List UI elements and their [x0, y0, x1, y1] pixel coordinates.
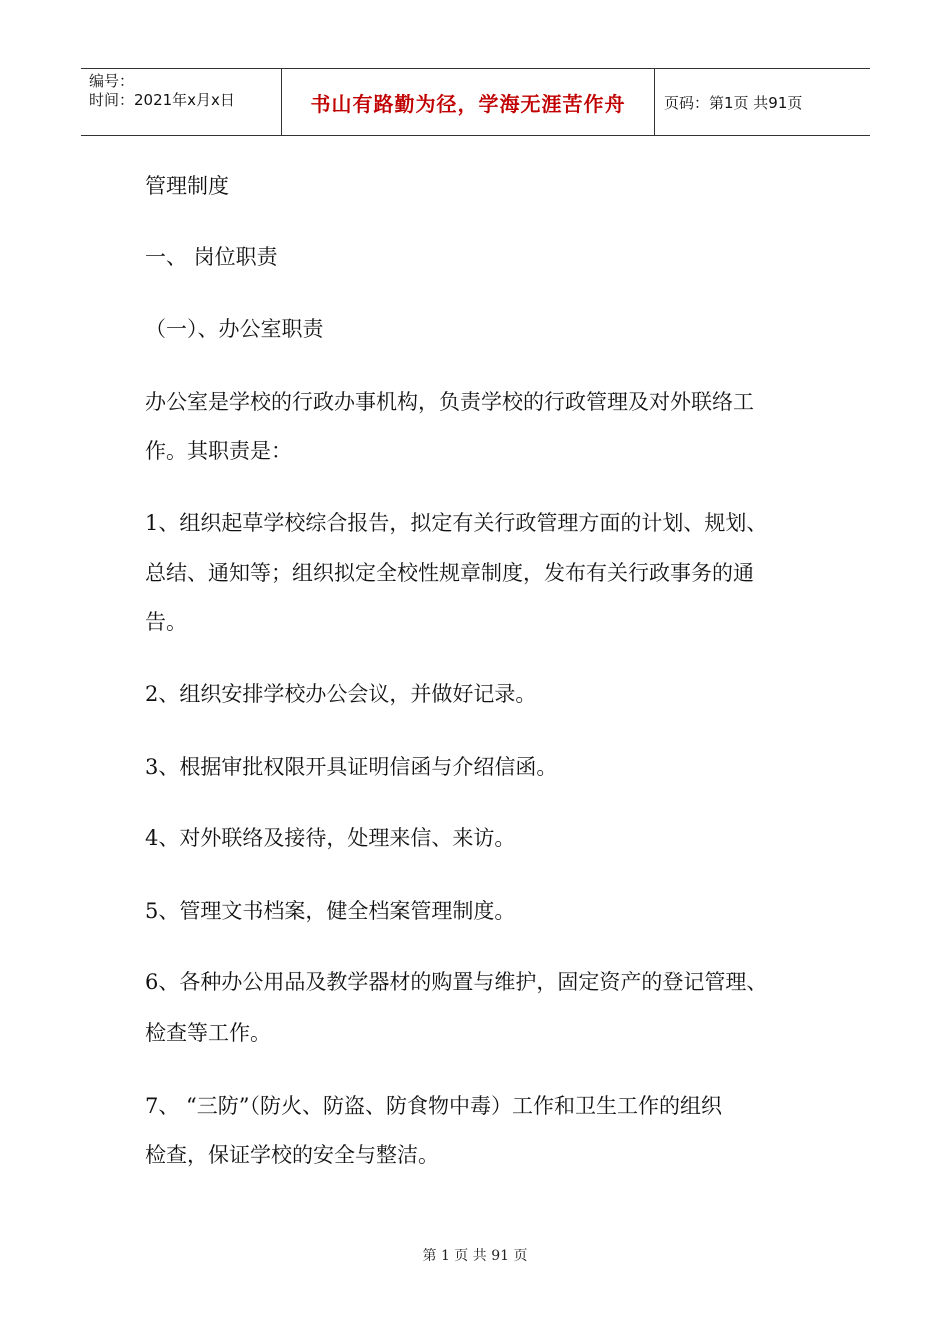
header-meta — [81, 69, 282, 135]
list-item: 5、管理文书档案，健全档案管理制度。 — [145, 899, 516, 923]
list-item: 4、对外联络及接待，处理来信、来访。 — [145, 826, 516, 850]
header-motto: 书山有路勤为径，学海无涯苦作舟 — [282, 69, 655, 135]
list-item: 3、根据审批权限开具证明信函与介绍信函。 — [145, 755, 558, 779]
document-title: 管理制度 — [145, 174, 229, 198]
page-header — [81, 68, 870, 136]
number-label: 编号： — [89, 72, 135, 90]
subsection-heading: （一）、办公室职责 — [145, 317, 324, 341]
time-label: 时间：2021年x月x日 — [89, 91, 235, 109]
list-item: 2、组织安排学校办公会议，并做好记录。 — [145, 682, 537, 706]
list-item-continuation: 检查等工作。 — [145, 1021, 271, 1045]
list-item: 7、 “三防”（防火、防盗、防食物中毒）工作和卫生工作的组织 — [145, 1094, 723, 1118]
paragraph-line: 作。其职责是： — [145, 439, 292, 463]
paragraph-line: 办公室是学校的行政办事机构，负责学校的行政管理及对外联络工 — [145, 390, 754, 414]
list-item-continuation: 总结、通知等；组织拟定全校性规章制度，发布有关行政事务的通 — [145, 561, 754, 585]
header-page-info: 页码：第1页 共91页 — [664, 93, 803, 112]
list-item: 6、各种办公用品及教学器材的购置与维护，固定资产的登记管理、 — [145, 970, 768, 994]
list-item-continuation: 检查，保证学校的安全与整洁。 — [145, 1143, 439, 1167]
list-item: 1、组织起草学校综合报告，拟定有关行政管理方面的计划、规划、 — [145, 511, 768, 535]
page-footer: 第 1 页 共 91 页 — [422, 1248, 528, 1264]
list-item-continuation: 告。 — [145, 610, 187, 634]
section-heading: 一、 岗位职责 — [145, 245, 278, 269]
